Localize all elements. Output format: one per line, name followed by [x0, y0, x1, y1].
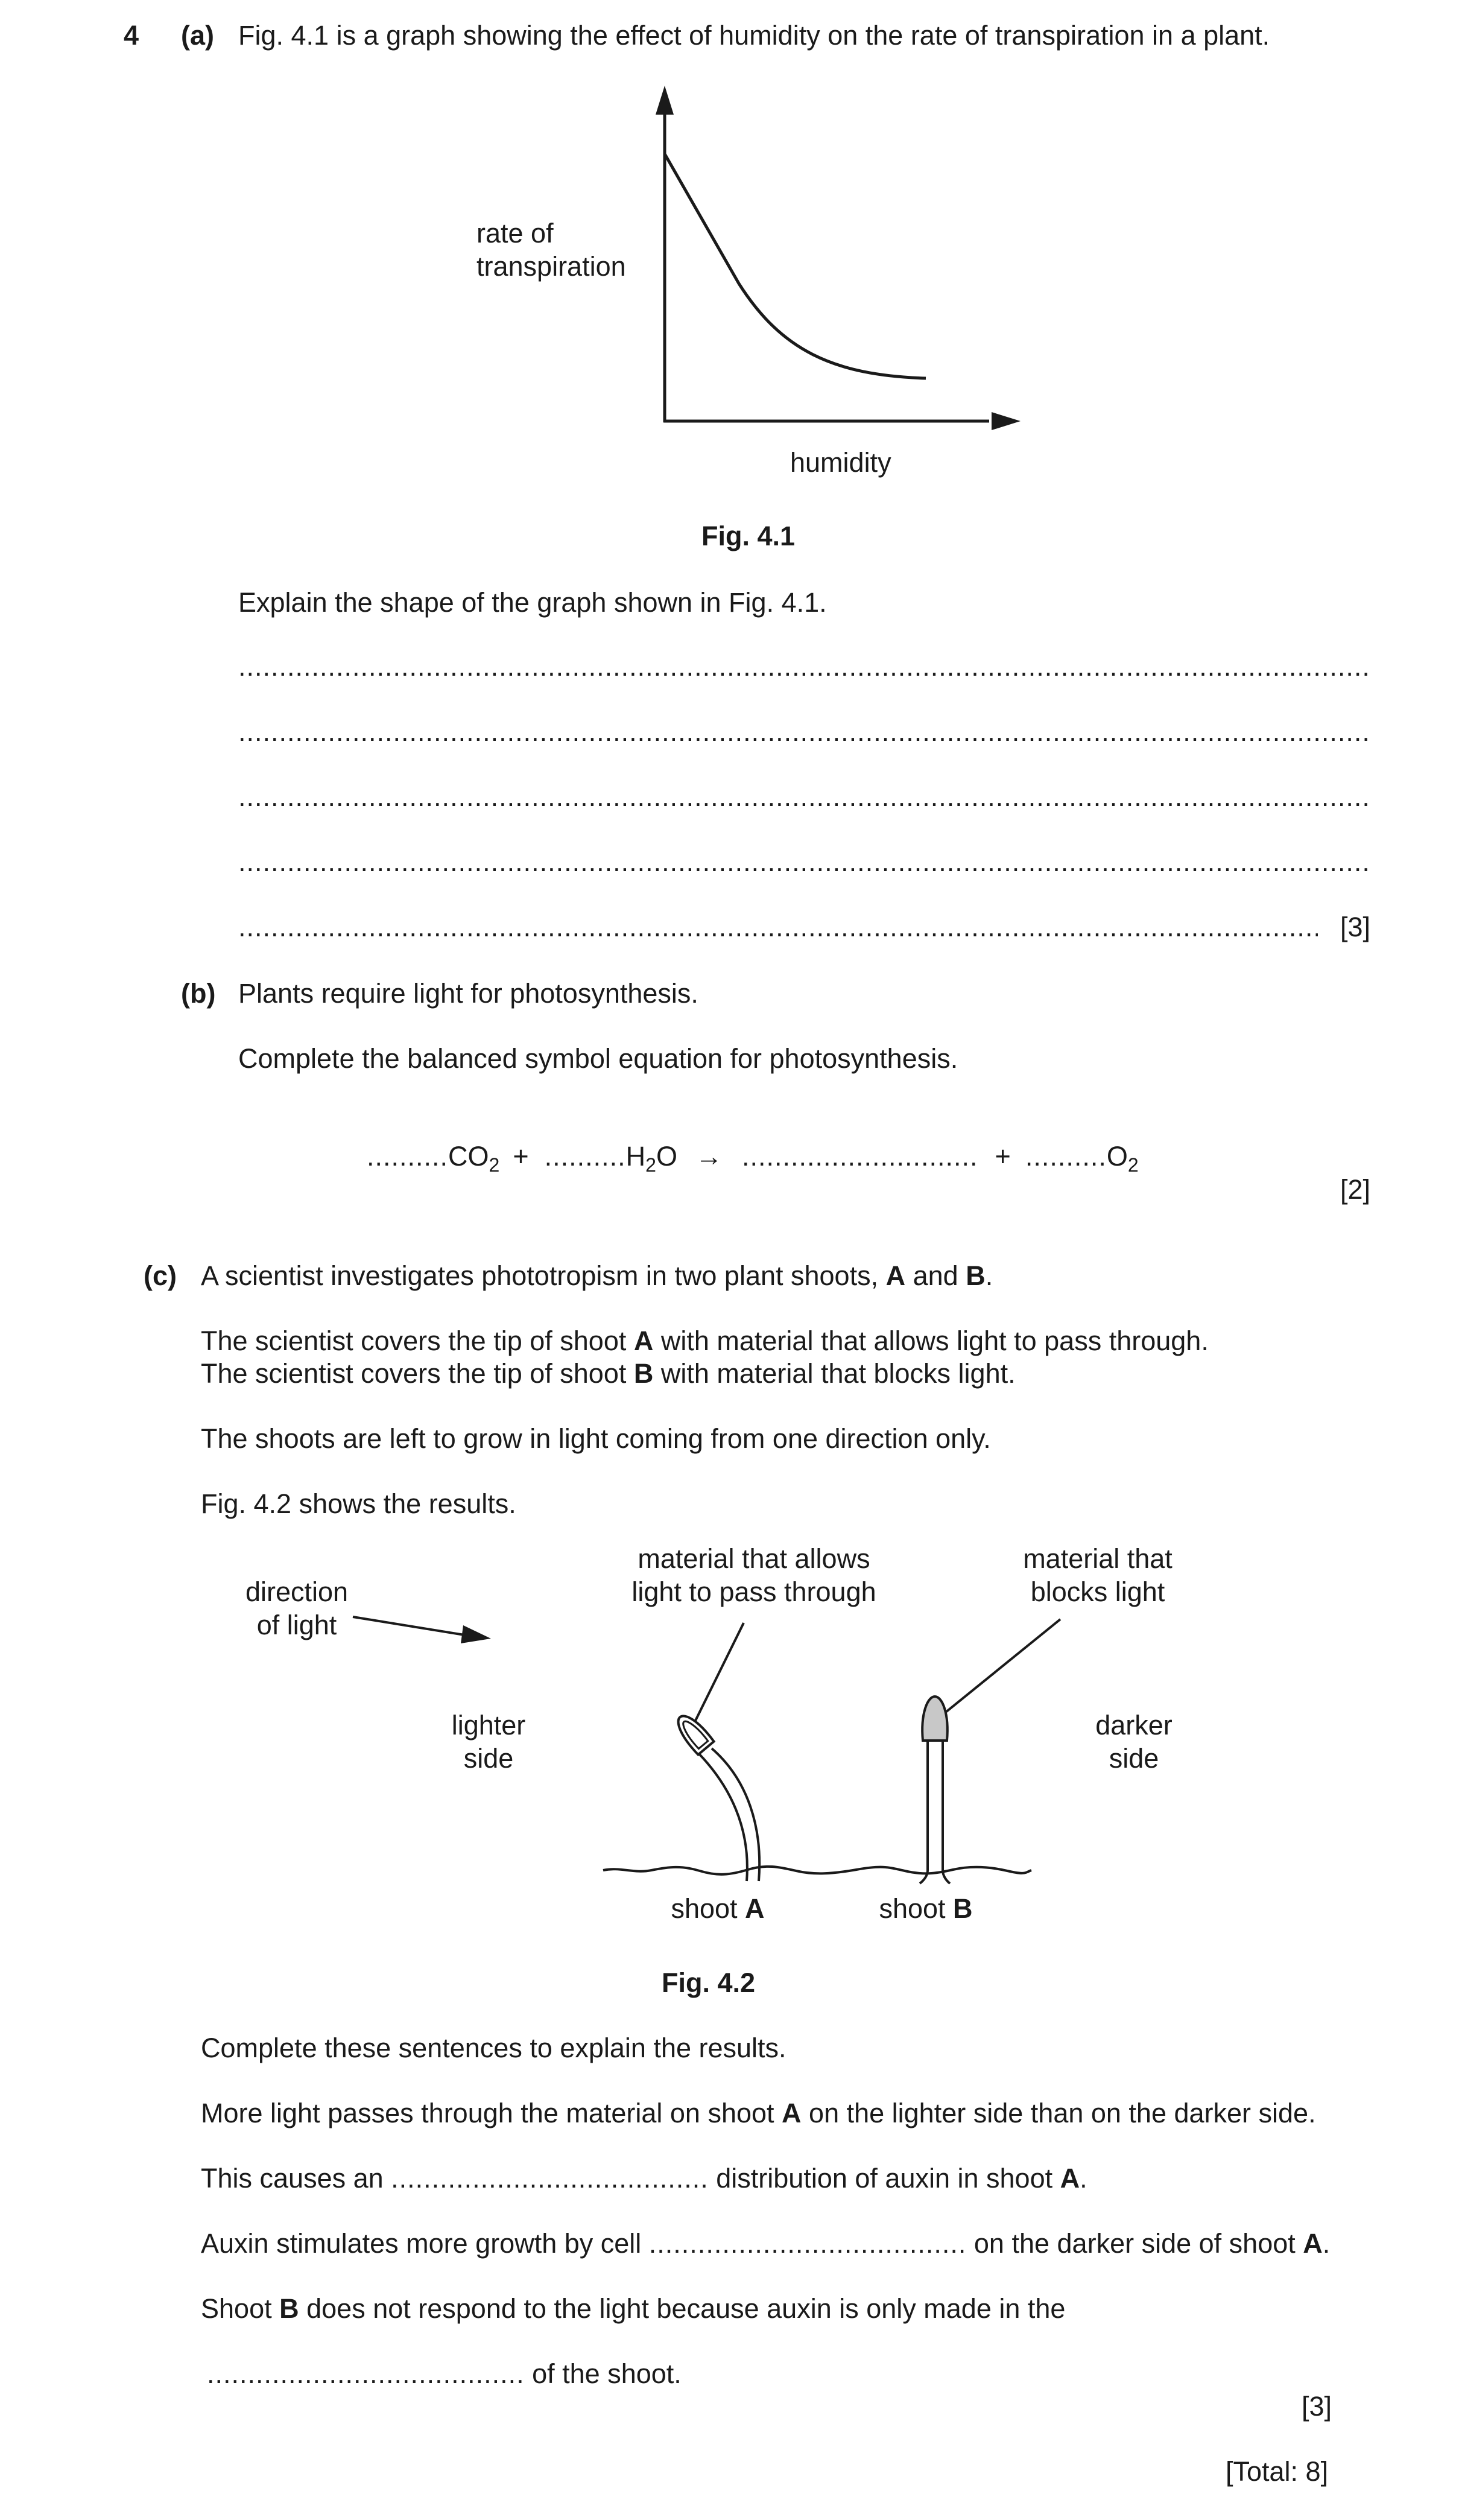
allows-label-line2: light to pass through: [631, 1576, 876, 1607]
grow-text: The shoots are left to grow in light coming from one direction only.: [201, 1423, 991, 1454]
cover-shoot-a-text: The scientist covers the tip of shoot A with material that allows light to pass through.: [201, 1325, 1209, 1356]
light-direction-arrowhead: [461, 1625, 491, 1643]
part-b-line1: Plants require light for photosynthesis.: [238, 978, 698, 1009]
shoot-a-label: shoot A: [671, 1893, 765, 1924]
direction-label-line1: direction: [245, 1576, 349, 1607]
plus-sign-1: +: [513, 1141, 529, 1172]
o2-coefficient-blank[interactable]: ..........: [1025, 1141, 1107, 1172]
total-marks: [Total: 8]: [1226, 2456, 1329, 2487]
shoot-b-stem-right: [943, 1738, 950, 1884]
fig-4-2-caption: Fig. 4.2: [662, 1967, 756, 1998]
complete-sentences-instruction: Complete these sentences to explain the results.: [201, 2033, 786, 2063]
shoot-b-stem-left: [920, 1738, 928, 1884]
reaction-arrow: →: [695, 1141, 723, 1172]
o2-subscript: 2: [1127, 1154, 1139, 1176]
sentence-4: Shoot B does not respond to the light because auxin is only made in the: [201, 2293, 1066, 2324]
shoot-part-blank[interactable]: .......................................: [207, 2358, 525, 2389]
lighter-side-line1: lighter: [451, 1710, 526, 1741]
h2o-coefficient-blank[interactable]: ..........: [544, 1141, 626, 1172]
part-b-marks: [2]: [1340, 1174, 1371, 1205]
part-c-intro: A scientist investigates phototropism in two plant shoots, A and B.: [201, 1260, 993, 1291]
blocks-label-line2: blocks light: [1030, 1576, 1165, 1607]
co2-formula: CO: [448, 1141, 489, 1172]
part-b-line2: Complete the balanced symbol equation for photosynthesis.: [238, 1043, 958, 1074]
shoot-a-stem-right: [712, 1748, 759, 1881]
co2-subscript: 2: [489, 1154, 500, 1176]
product-blank[interactable]: .............................: [741, 1141, 978, 1172]
o2-formula: O: [1106, 1141, 1128, 1172]
graph-ylabel-line2: transpiration: [476, 251, 626, 282]
cell-process-blank[interactable]: .......................................: [648, 2228, 967, 2259]
part-a-label: (a): [181, 20, 214, 51]
plus-sign-2: +: [995, 1141, 1011, 1172]
allows-leader-line: [695, 1623, 744, 1721]
question-number: 4: [124, 20, 139, 51]
sentence-2: This causes an ....................................... distribution of auxin in shoot A.: [201, 2163, 1087, 2194]
co2-coefficient-blank[interactable]: ..........: [367, 1141, 449, 1172]
shoot-b-cap: [922, 1696, 948, 1741]
darker-side-line1: darker: [1095, 1710, 1173, 1741]
sentence-3: Auxin stimulates more growth by cell ....................................... on the darker side of shoot A.: [201, 2228, 1331, 2259]
h2o-subscript: 2: [645, 1154, 656, 1176]
distribution-blank[interactable]: .......................................: [391, 2163, 709, 2194]
graph-ylabel-line1: rate of: [476, 218, 554, 249]
fig-4-1-caption: Fig. 4.1: [701, 521, 796, 551]
soil-surface: [603, 1867, 1031, 1874]
shoot-a-cap: [672, 1710, 714, 1755]
part-c-marks: [3]: [1302, 2391, 1332, 2422]
h2o-o: O: [656, 1141, 677, 1172]
part-a-marks: [3]: [1340, 912, 1371, 942]
sentence-5: ....................................... of the shoot.: [207, 2358, 682, 2389]
fig-4-2-intro: Fig. 4.2 shows the results.: [201, 1488, 516, 1519]
lighter-side-line2: side: [463, 1743, 514, 1774]
blocks-leader-line: [946, 1619, 1060, 1712]
allows-label-line1: material that allows: [638, 1543, 870, 1574]
darker-side-line2: side: [1109, 1743, 1159, 1774]
part-a-intro: Fig. 4.1 is a graph showing the effect of humidity on the rate of transpiration in a plant.: [238, 20, 1270, 51]
cover-shoot-b-text: The scientist covers the tip of shoot B with material that blocks light.: [201, 1358, 1016, 1389]
shoot-a-stem-left: [698, 1753, 747, 1881]
part-b-label: (b): [181, 978, 216, 1009]
sentence-1: More light passes through the material on shoot A on the lighter side than on the darker side.: [201, 2098, 1316, 2128]
graph-xlabel: humidity: [790, 447, 891, 478]
part-a-prompt: Explain the shape of the graph shown in Fig. 4.1.: [238, 587, 827, 618]
direction-label-line2: of light: [256, 1610, 337, 1640]
part-c-label: (c): [144, 1260, 177, 1291]
shoot-b-label: shoot B: [879, 1893, 973, 1924]
h2o-h: H: [625, 1141, 646, 1172]
blocks-label-line1: material that: [1023, 1543, 1173, 1574]
